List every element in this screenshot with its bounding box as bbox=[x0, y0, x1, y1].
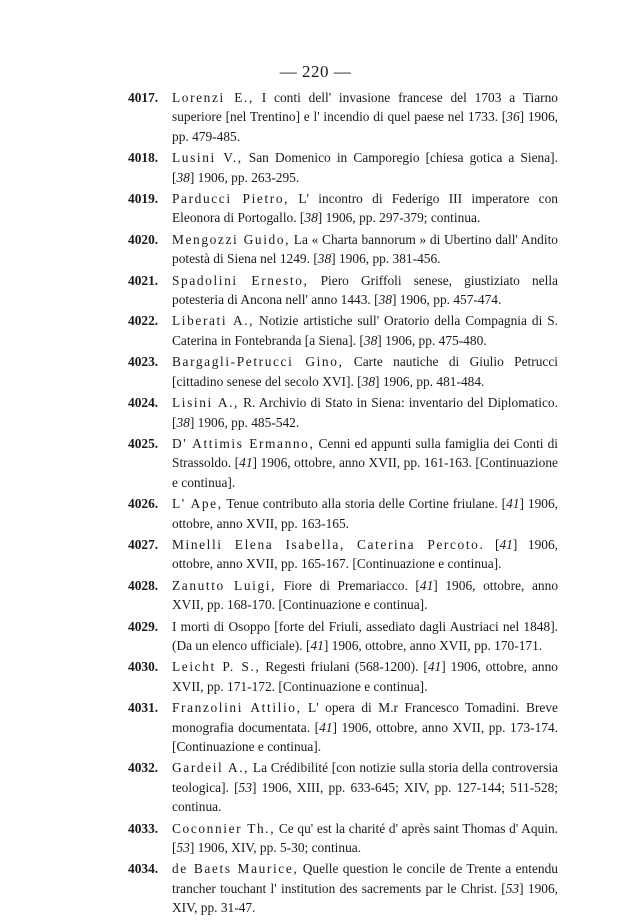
entry-citation: ] 1906, ottobre, anno XVII, pp. 173-174. [Continuazione e continua]. bbox=[172, 719, 558, 754]
entry-volume: 41 bbox=[310, 637, 324, 653]
entry-volume: 41 bbox=[239, 455, 253, 471]
entry-author: Leicht P. S., bbox=[172, 659, 261, 675]
entry-body bbox=[172, 354, 558, 388]
entry-citation: ] 1906, pp. 475-480. bbox=[377, 332, 487, 348]
entry-body bbox=[172, 760, 558, 814]
entry-volume: 41 bbox=[499, 536, 513, 552]
bibliography-entry bbox=[128, 271, 558, 310]
entry-author: Parducci Pietro, bbox=[172, 191, 290, 207]
entry-citation: ] 1906, ottobre, anno XVII, pp. 161-163. [Continuazione e continua]. bbox=[172, 455, 558, 490]
entry-body bbox=[172, 496, 558, 530]
bibliography-entry bbox=[128, 819, 558, 858]
entry-title: [ bbox=[484, 536, 500, 552]
entry-volume: 38 bbox=[378, 292, 392, 308]
bibliography-entry bbox=[128, 576, 558, 615]
entry-author: Zanutto Luigi, bbox=[172, 577, 277, 593]
entry-body bbox=[172, 861, 558, 915]
entry-citation: ] 1906, XIV, pp. 31-47. bbox=[172, 880, 559, 916]
bibliography-entry bbox=[128, 434, 558, 492]
entry-body bbox=[172, 578, 558, 612]
entry-author: D' Attimis Ermanno, bbox=[172, 435, 315, 451]
entry-author: Bargagli-Petrucci Gino, bbox=[172, 354, 344, 370]
entry-volume: 36 bbox=[506, 109, 520, 125]
entry-body bbox=[172, 821, 558, 855]
entry-citation: ] 1906, ottobre, anno XVII, pp. 170-171. bbox=[323, 637, 543, 653]
entry-body bbox=[172, 191, 558, 225]
entry-number: 4031. bbox=[128, 700, 159, 716]
entry-number: 4032. bbox=[128, 760, 159, 776]
bibliography-entry bbox=[128, 494, 558, 533]
entry-author: L' Ape, bbox=[172, 496, 223, 512]
entry-author: Franzolini Attilio, bbox=[172, 700, 302, 716]
entry-author: Liberati A., bbox=[172, 313, 255, 329]
entry-author: Coconnier Th., bbox=[172, 820, 276, 836]
entry-volume: 41 bbox=[506, 496, 520, 512]
entry-citation: ] 1906, ottobre, anno XVII, pp. 165-167. [Continuazione e continua]. bbox=[172, 536, 559, 572]
entry-number: 4034. bbox=[128, 861, 159, 877]
entry-number: 4021. bbox=[128, 272, 159, 288]
entry-title: Carte nautiche di Giulio Petrucci [cittadino senese del secolo XVI]. [ bbox=[172, 354, 558, 389]
entry-volume: 38 bbox=[176, 169, 190, 185]
entry-title: R. Archivio di Stato in Siena: inventario del Diplomatico. [ bbox=[172, 395, 558, 430]
entry-number: 4019. bbox=[128, 191, 159, 207]
entry-author: Lusini V., bbox=[172, 150, 243, 166]
bibliography-entry bbox=[128, 148, 558, 187]
entry-author: Spadolini Ernesto, bbox=[172, 272, 309, 288]
entry-author: Gardeil A., bbox=[172, 760, 250, 776]
entry-citation: ] 1906, pp. 457-474. bbox=[391, 292, 502, 308]
entry-volume: 38 bbox=[176, 414, 190, 430]
entry-number: 4030. bbox=[128, 659, 159, 675]
entry-volume: 41 bbox=[319, 719, 333, 735]
entry-number: 4028. bbox=[128, 577, 159, 593]
entry-body bbox=[172, 659, 558, 693]
entry-number: 4018. bbox=[128, 150, 159, 166]
entry-title: Quelle question le concile de Trente a entendu trancher touchant l' institution des sacrements par le Christ. [ bbox=[172, 861, 559, 896]
entry-volume: 41 bbox=[427, 659, 442, 675]
bibliography-list bbox=[128, 88, 558, 920]
entry-author: de Baets Maurice, bbox=[172, 861, 299, 877]
bibliography-entry bbox=[128, 393, 558, 432]
entry-volume: 53 bbox=[238, 779, 252, 795]
entry-title: Fiore di Premariacco. [ bbox=[276, 577, 420, 593]
bibliography-entry bbox=[128, 352, 558, 391]
entry-volume: 53 bbox=[505, 880, 520, 896]
entry-author: Lorenzi E., bbox=[172, 90, 254, 105]
bibliography-entry bbox=[128, 657, 558, 696]
bibliography-entry bbox=[128, 189, 558, 228]
entry-number: 4022. bbox=[128, 313, 159, 329]
entry-volume: 38 bbox=[317, 251, 332, 267]
entry-title: San Domenico in Camporegio [chiesa gotica a Siena]. [ bbox=[172, 150, 558, 185]
entry-volume: 38 bbox=[363, 332, 378, 348]
entry-number: 4027. bbox=[128, 536, 159, 552]
bibliography-entry bbox=[128, 617, 558, 656]
entry-citation: ] 1906, ottobre, anno XVII, pp. 163-165. bbox=[172, 496, 558, 531]
entry-number: 4020. bbox=[128, 231, 159, 247]
bibliography-entry bbox=[128, 311, 558, 350]
entry-title: L' incontro di Federigo III imperatore con Eleonora di Portogallo. [ bbox=[172, 191, 558, 226]
entry-number: 4033. bbox=[128, 820, 159, 836]
entry-number: 4024. bbox=[128, 395, 159, 411]
entry-title: Regesti friulani (568-1200). [ bbox=[260, 659, 428, 675]
entry-number: 4023. bbox=[128, 354, 159, 370]
entry-citation: ] 1906, XIV, pp. 5-30; continua. bbox=[189, 840, 362, 856]
bibliography-entry bbox=[128, 758, 558, 816]
entry-title: Cenni ed appunti sulla famiglia dei Conti di Strassoldo. [ bbox=[172, 435, 558, 471]
entry-body bbox=[172, 232, 558, 266]
entry-body bbox=[172, 90, 558, 144]
entry-number: 4017. bbox=[128, 90, 159, 105]
entry-author: Minelli Elena Isabella, Caterina Percoto. bbox=[172, 536, 485, 552]
entry-title: La « Charta bannorum » di Ubertino dall' Andito potestà di Siena nel 1249. [ bbox=[172, 231, 558, 267]
entry-body bbox=[172, 313, 558, 347]
entry-title: Piero Griffoli senese, giustiziato nella potesteria di Ancona nell' anno 1443. [ bbox=[172, 272, 558, 308]
entry-title: I conti dell' invasione francese del 1703 a Tiarno superiore [nel Trentino] e l' incendio di quel paese nel 1733. [ bbox=[172, 90, 558, 125]
bibliography-entry bbox=[128, 230, 558, 269]
entry-title: Ce qu' est la charité d' après saint Thomas d' Aquin. [ bbox=[172, 820, 558, 856]
entry-number: 4025. bbox=[128, 435, 159, 451]
entry-body bbox=[172, 273, 558, 307]
entry-number: 4026. bbox=[128, 496, 159, 512]
entry-citation: ] 1906, pp. 381-456. bbox=[331, 251, 441, 267]
entry-citation: ] 1906, pp. 481-484. bbox=[375, 373, 485, 389]
entry-citation: ] 1906, XIII, pp. 633-645; XIV, pp. 127-144; 511-528; continua. bbox=[172, 779, 558, 815]
entry-title: La Crédibilité [con notizie sulla storia della controversia teologica]. [ bbox=[172, 760, 558, 795]
entry-body bbox=[172, 537, 558, 571]
page-number: — 220 — bbox=[279, 62, 352, 81]
bibliography-entry bbox=[128, 859, 558, 917]
entry-citation: ] 1906, ottobre, anno XVII, pp. 168-170. [Continuazione e continua]. bbox=[172, 577, 559, 613]
entry-body bbox=[172, 150, 558, 184]
entry-citation: ] 1906, pp. 485-542. bbox=[189, 414, 300, 430]
entry-citation: ] 1906, ottobre, anno XVII, pp. 171-172. [Continuazione e continua]. bbox=[172, 659, 558, 694]
entry-volume: 38 bbox=[361, 373, 376, 389]
entry-title: I morti di Osoppo [forte del Friuli, assediato dagli Austriaci nel 1848]. (Da un elenco ufficiale). [ bbox=[172, 618, 558, 653]
entry-body bbox=[172, 395, 558, 429]
entry-volume: 41 bbox=[419, 577, 434, 593]
entry-author: Lisini A., bbox=[172, 395, 239, 411]
entry-title: Tenue contributo alla storia delle Cortine friulane. [ bbox=[222, 496, 507, 512]
entry-body bbox=[172, 619, 558, 653]
entry-citation: ] 1906, pp. 479-485. bbox=[172, 109, 558, 144]
entry-number: 4029. bbox=[128, 618, 159, 634]
entry-title: Notizie artistiche sull' Oratorio della Compagnia di S. Caterina in Fontebranda [a Siena]. [ bbox=[172, 313, 558, 348]
entry-author: Mengozzi Guido, bbox=[172, 231, 291, 247]
entry-citation: ] 1906, pp. 297-379; continua. bbox=[317, 210, 481, 226]
bibliography-entry bbox=[128, 698, 558, 756]
entry-title: L' opera di M.r Francesco Tomadini. Breve monografia documentata. [ bbox=[172, 700, 558, 735]
entry-citation: ] 1906, pp. 263-295. bbox=[189, 169, 300, 185]
bibliography-entry bbox=[128, 88, 558, 146]
entry-body bbox=[172, 700, 558, 754]
entry-volume: 53 bbox=[176, 840, 190, 856]
entry-body bbox=[172, 436, 558, 490]
entry-volume: 38 bbox=[304, 210, 318, 226]
bibliography-entry bbox=[128, 535, 558, 574]
